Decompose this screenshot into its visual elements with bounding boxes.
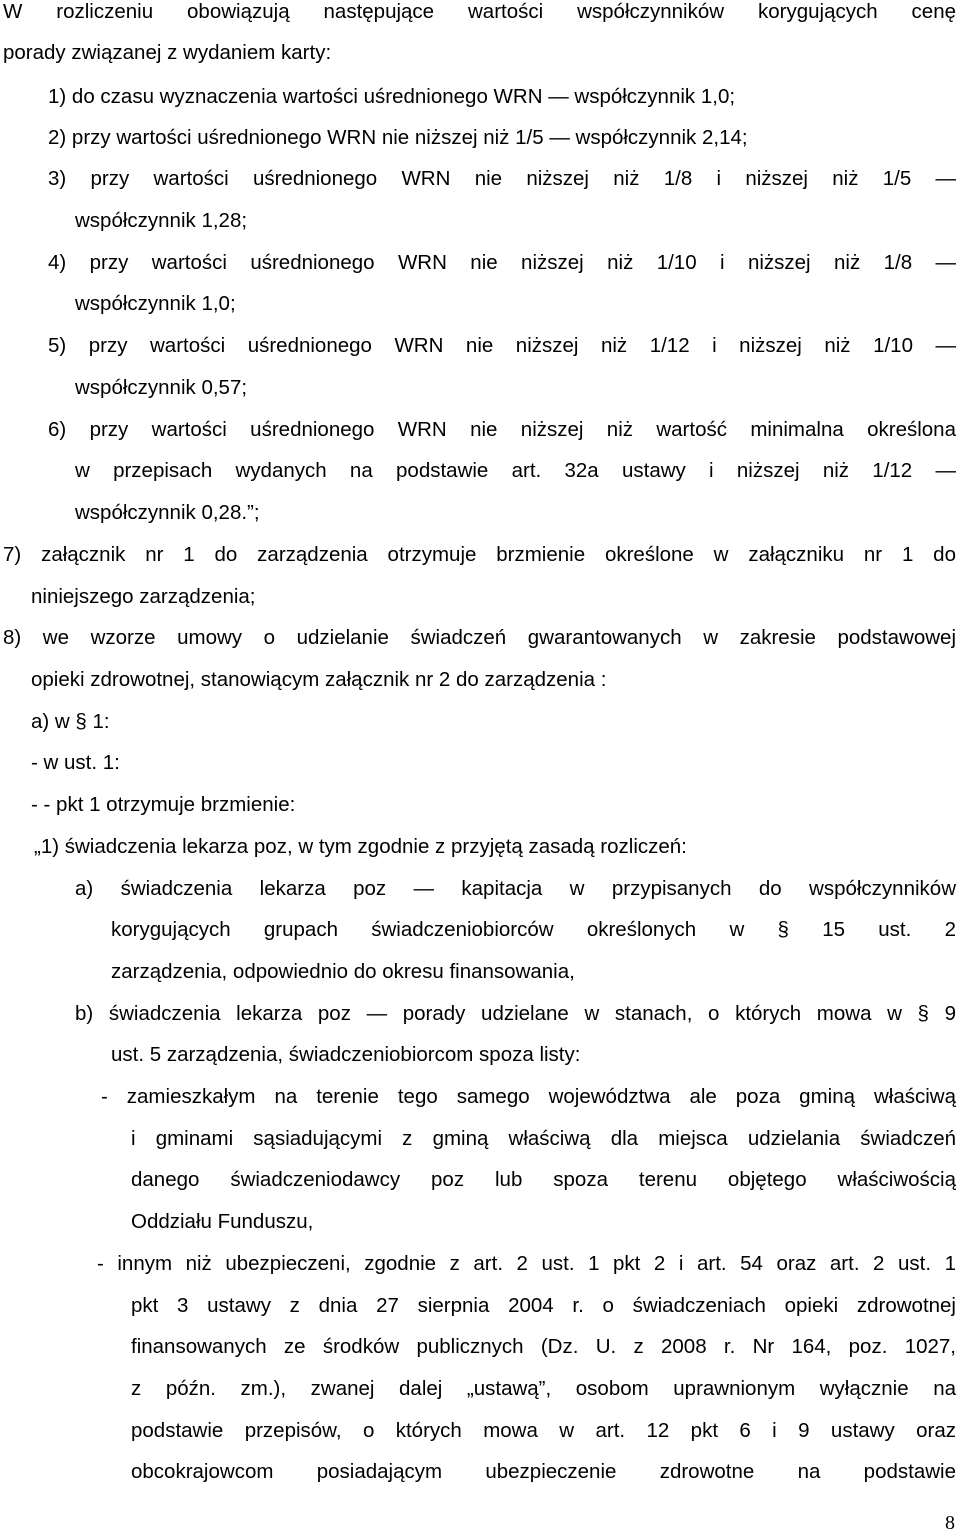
text-line: obcokrajowcom posiadającym ubezpieczenie zdrowotne na podstawie xyxy=(131,1460,956,1483)
text-line: podstawie przepisów, o których mowa w art. 12 pkt 6 i 9 ustawy oraz xyxy=(131,1419,956,1442)
text-line: ust. 5 zarządzenia, świadczeniobiorcom spoza listy: xyxy=(111,1043,581,1066)
text-line: współczynnik 0,57; xyxy=(75,376,248,399)
text-line: - innym niż ubezpieczeni, zgodnie z art. 2 ust. 1 pkt 2 i art. 54 oraz art. 2 ust. 1 xyxy=(97,1252,956,1275)
text-line: 8) we wzorze umowy o udzielanie świadczeń gwarantowanych w zakresie podstawowej xyxy=(3,626,956,649)
text-line: - zamieszkałym na terenie tego samego województwa ale poza gminą właściwą xyxy=(101,1085,956,1108)
text-line: a) świadczenia lekarza poz — kapitacja w przypisanych do współczynników xyxy=(75,877,956,900)
text-line: a) w § 1: xyxy=(31,710,110,733)
text-line: z późn. zm.), zwanej dalej „ustawą”, osobom uprawnionym wyłącznie na xyxy=(131,1377,956,1400)
text-line: b) świadczenia lekarza poz — porady udzielane w stanach, o których mowa w § 9 xyxy=(75,1002,956,1025)
text-line: współczynnik 0,28.”; xyxy=(75,501,260,524)
text-line: niniejszego zarządzenia; xyxy=(31,585,256,608)
text-line: korygujących grupach świadczeniobiorców określonych w § 15 ust. 2 xyxy=(111,918,956,941)
text-line: finansowanych ze środków publicznych (Dz. U. z 2008 r. Nr 164, poz. 1027, xyxy=(131,1335,956,1358)
text-line: porady związanej z wydaniem karty: xyxy=(3,41,332,64)
text-line: współczynnik 1,28; xyxy=(75,209,248,232)
text-line: 3) przy wartości uśrednionego WRN nie niższej niż 1/8 i niższej niż 1/5 — xyxy=(48,167,956,190)
text-line: 6) przy wartości uśrednionego WRN nie niższej niż wartość minimalna określona xyxy=(48,418,956,441)
text-line: opieki zdrowotnej, stanowiącym załącznik nr 2 do zarządzenia : xyxy=(31,668,607,691)
text-line: - - pkt 1 otrzymuje brzmienie: xyxy=(31,793,296,816)
text-line: 2) przy wartości uśrednionego WRN nie niższej niż 1/5 — współczynnik 2,14; xyxy=(48,126,748,149)
text-line: współczynnik 1,0; xyxy=(75,292,236,315)
text-line: - w ust. 1: xyxy=(31,751,120,774)
text-line: w przepisach wydanych na podstawie art. 32a ustawy i niższej niż 1/12 — xyxy=(75,459,956,482)
text-line: 1) do czasu wyznaczenia wartości uśrednionego WRN — współczynnik 1,0; xyxy=(48,85,736,108)
text-line: danego świadczeniodawcy poz lub spoza terenu objętego właściwością xyxy=(131,1168,956,1191)
text-line: pkt 3 ustawy z dnia 27 sierpnia 2004 r. o świadczeniach opieki zdrowotnej xyxy=(131,1294,956,1317)
text-line: 5) przy wartości uśrednionego WRN nie niższej niż 1/12 i niższej niż 1/10 — xyxy=(48,334,956,357)
text-line: „1) świadczenia lekarza poz, w tym zgodnie z przyjętą zasadą rozliczeń: xyxy=(34,835,687,858)
text-line: i gminami sąsiadującymi z gminą właściwą dla miejsca udzielania świadczeń xyxy=(131,1127,956,1150)
page-number: 8 xyxy=(945,1512,955,1534)
text-line: 4) przy wartości uśrednionego WRN nie niższej niż 1/10 i niższej niż 1/8 — xyxy=(48,251,956,274)
text-line: W rozliczeniu obowiązują następujące wartości współczynników korygujących cenę xyxy=(3,0,956,23)
text-line: zarządzenia, odpowiednio do okresu finansowania, xyxy=(111,960,575,983)
text-line: 7) załącznik nr 1 do zarządzenia otrzymuje brzmienie określone w załączniku nr 1 do xyxy=(3,543,956,566)
text-line: Oddziału Funduszu, xyxy=(131,1210,314,1233)
